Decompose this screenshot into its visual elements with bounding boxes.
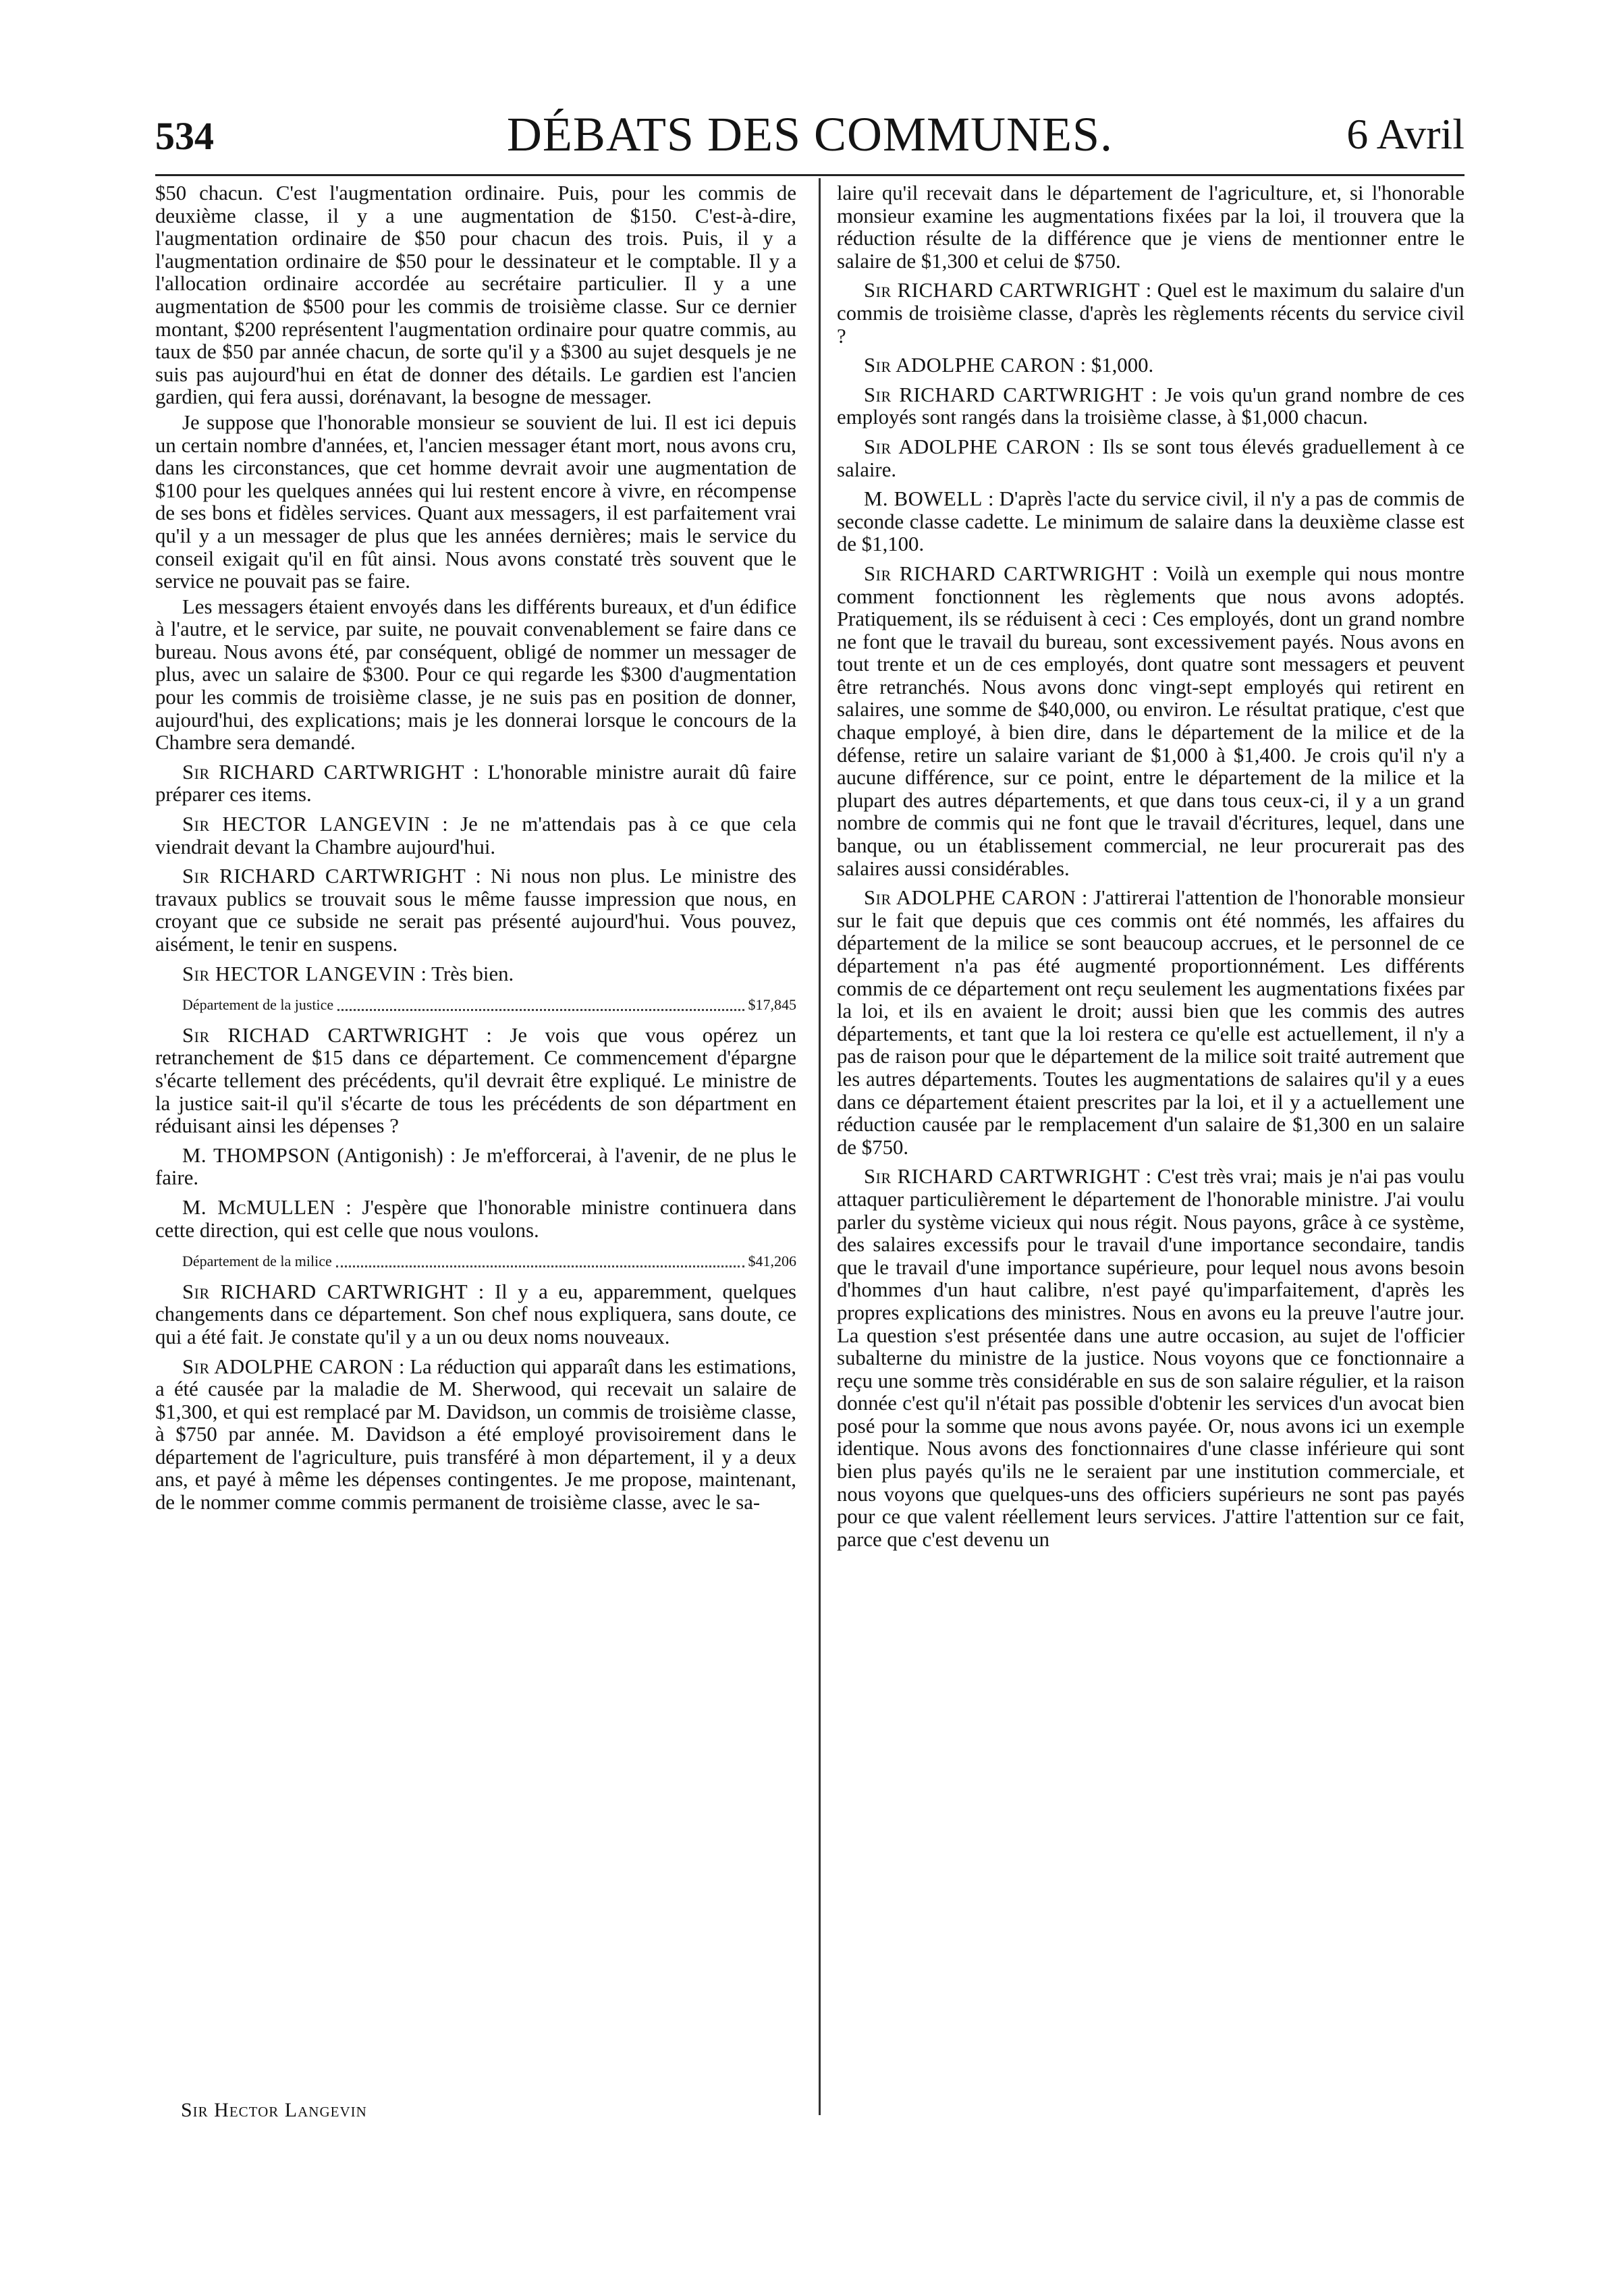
speech-paragraph bbox=[837, 887, 1465, 1159]
speaker-name: Sir ADOLPHE CARON bbox=[864, 435, 1081, 458]
speaker-name: Sir RICHARD CARTWRIGHT bbox=[864, 279, 1141, 302]
speech-paragraph bbox=[155, 1197, 796, 1242]
speaker-name: Sir ADOLPHE CARON bbox=[182, 1355, 394, 1378]
estimate-amount: $17,845 bbox=[748, 996, 796, 1014]
paragraph-text: : Il y a eu, apparemment, quelques changements dans ce département. Son chef nous expliquera, sans doute, ce qui a été fait. Je constate qu'il y a un ou deux noms nouveaux. bbox=[155, 1280, 796, 1348]
speech-paragraph bbox=[837, 436, 1465, 481]
paragraph-text: : C'est très vrai; mais je n'ai pas voulu attaquer particulièrement le département de l'honorable ministre. J'ai voulu parler du système vicieux qui nous régit. Nous payons, grâce à ce système, des salaires excessifs pour le travail d'une importance secondaire, tandis que le travail d'une importance supérieure, pour lequel nous avons besoin d'hommes d'un haut calibre, n'est payé qu'imparfaitement, d'après les propres explications des ministres. Nous en avons eu la preuve l'autre jour. La question s'est présentée dans une autre occasion, au sujet de l'officier subalterne du ministre de la justice. Nous voyons que ce fonctionnaire a reçu une somme très considérable en sus de son salaire régulier, et la raison donnée c'est qu'il n'était pas possible d'obtenir les services d'un avocat bien posé pour la somme que nous avons payée. Or, nous avons ici un exemple identique. Nous avons des fonctionnaires d'une classe inférieure qui sont bien plus payés qu'ils ne le seraient par une institution commerciale, et nous voyons que quelques-uns des officiers supérieurs ne sont pas payés pour ce que valent réellement leurs services. J'attire l'attention sur ce fait, parce que c'est devenu un bbox=[837, 1165, 1465, 1551]
estimate-item bbox=[182, 993, 796, 1016]
speaker-name: M. BOWELL bbox=[864, 487, 983, 511]
estimate-label: Département de la milice bbox=[182, 1253, 332, 1270]
page-date: 6 Avril bbox=[1346, 110, 1465, 158]
speech-paragraph bbox=[837, 1166, 1465, 1551]
left-column bbox=[155, 182, 796, 1517]
speaker-name: Sir HECTOR LANGEVIN bbox=[182, 813, 430, 836]
paragraph-text: : Je vois que vous opérez un retranchement de $15 dans ce département. Ce commencement d'épargne s'écarte tellement des précédents, qu'il devrait être expliqué. Le ministre de la justice sait-il qu'il s'écarte de tous les précédents de son départment en réduisant ainsi les dépenses ? bbox=[155, 1023, 796, 1138]
speech-paragraph bbox=[837, 279, 1465, 348]
paragraph-text: : Très bien. bbox=[415, 962, 514, 985]
page-title: DÉBATS DES COMMUNES. bbox=[506, 107, 1114, 161]
text-paragraph bbox=[155, 596, 796, 755]
speech-paragraph bbox=[155, 813, 796, 858]
speech-paragraph bbox=[155, 761, 796, 807]
leader-dots bbox=[337, 993, 744, 1011]
paragraph-text: laire qu'il recevait dans le département de l'agriculture, et, si l'honorable monsieur examine les augmentations fixées par la loi, il trouvera que la réduction résulte de la différence que je viens de mentionner entre le salaire de $1,300 et celui de $750. bbox=[837, 182, 1465, 273]
paragraph-text: : La réduction qui apparaît dans les estimations, a été causée par la maladie de M. Sherwood, qui recevait un salaire de $1,300, et qui est remplacé par M. Davidson, un commis de troisième classe, à $750 par année. M. Davidson a été employé provisoirement dans le département de l'agriculture, puis transféré à mon département, il y a deux ans, et payé à même les dépenses contingentes. Je me propose, maintenant, de le nommer comme commis permanent de troisième classe, avec le sa- bbox=[155, 1355, 796, 1514]
speaker-name: M. THOMPSON bbox=[182, 1143, 331, 1167]
page-header bbox=[155, 101, 1465, 162]
speech-paragraph bbox=[155, 1281, 796, 1349]
paragraph-text: : Voilà un exemple qui nous montre comment fonctionnent les règlements que nous avons adoptés. Pratiquement, ils se réduisent à ceci : Ces employés, dont un grand nombre ne font que le travail du bureau, sont excessivement payés. Nous avons en tout trente et un de ces employés, dont quatre sont messagers et peuvent être retranchés. Nous avons donc vingt-sept employés qui retirent en salaires, une somme de $40,000, ou environ. Le résultat pratique, c'est que chaque employé, à bien dire, dans le département de la milice et de la défense, retire un salaire variant de $1,000 à $1,400. Je crois qu'il n'y a aucune différence, sur ce point, entre le département de la milice et la plupart des autres départements, et que dans tous ceux-ci, il y a un grand nombre de commis qui ne font que le travail d'écritures, lequel, dans une banque, ou un établissement commercial, ne leur procurerait pas des salaires aussi considérables. bbox=[837, 562, 1465, 880]
estimate-item bbox=[182, 1250, 796, 1273]
speech-paragraph bbox=[155, 1024, 796, 1138]
speaker-name: Sir RICHARD CARTWRIGHT bbox=[182, 760, 465, 784]
speaker-name: Sir ADOLPHE CARON bbox=[864, 886, 1076, 910]
speech-paragraph bbox=[155, 1145, 796, 1190]
paragraph-text: : L'honorable ministre aurait dû faire préparer ces items. bbox=[155, 760, 796, 807]
speaker-name: Sir RICHARD CARTWRIGHT bbox=[182, 1280, 468, 1303]
right-column bbox=[837, 182, 1465, 1554]
speech-paragraph bbox=[837, 563, 1465, 880]
paragraph-text: : D'après l'acte du service civil, il n'y a pas de commis de seconde classe cadette. Le minimum de salaire dans la deuxième classe est de $1,100. bbox=[837, 487, 1465, 556]
speaker-name: Sir HECTOR LANGEVIN bbox=[182, 962, 416, 985]
speech-paragraph bbox=[837, 488, 1465, 556]
speaker-name: Sir ADOLPHE CARON bbox=[864, 354, 1075, 377]
paragraph-text: : Ils se sont tous élevés graduellement à ce salaire. bbox=[837, 435, 1465, 481]
speaker-name: Sir RICHARD CARTWRIGHT bbox=[864, 562, 1145, 585]
paragraph-text: : J'espère que l'honorable ministre continuera dans cette direction, qui est celle que nous voulons. bbox=[155, 1195, 797, 1242]
speech-paragraph bbox=[155, 963, 796, 986]
speech-paragraph bbox=[155, 865, 796, 956]
text-paragraph bbox=[155, 182, 796, 409]
speaker-name: Sir RICHARD CARTWRIGHT bbox=[864, 383, 1144, 406]
paragraph-text: Les messagers étaient envoyés dans les différents bureaux, et d'un édifice à l'autre, et le service, par suite, ne pouvait convenablement se faire dans ce bureau. Nous avons été, par conséquent, obligé de nommer un messager de plus, avec un salaire de $300. Pour ce qui regarde les $300 d'augmentation pour les commis de troisième classe, je ne suis pas en position de donner, aujourd'hui, des explications; mais je les donnerai lorsque le concours de la Chambre sera demandé. bbox=[155, 595, 796, 755]
speech-paragraph bbox=[837, 384, 1465, 429]
speech-paragraph bbox=[155, 1356, 796, 1514]
estimate-amount: $41,206 bbox=[748, 1253, 796, 1270]
header-rule bbox=[155, 174, 1465, 176]
paragraph-text: : Quel est le maximum du salaire d'un commis de troisième classe, d'après les règlements récents du service civil ? bbox=[837, 279, 1465, 348]
paragraph-text: : Je ne m'attendais pas à ce que cela viendrait devant la Chambre aujourd'hui. bbox=[155, 813, 796, 858]
column-divider bbox=[819, 178, 821, 2115]
text-paragraph bbox=[837, 182, 1465, 273]
paragraph-text: : J'attirerai l'attention de l'honorable monsieur sur le fait que depuis que ces commis ont été nommés, les affaires du département de la milice se sont beaucoup accrues, et le personnel de ce département n'a pas été augmenté proportionnément. Les différents commis de ce département ont reçu seulement les augmentations fixées par la loi, et ils en avaient le droit; aussi bien que les commis des autres départements, et tant que la loi restera ce qu'elle est actuellement, il n'y a pas de raison pour que le département de la milice soit traité autrement que les autres départements. Toutes les augmentations de salaires qu'il y a eues dans ce département étaient prescrites par la loi, et il y a actuellement une réduction causée par le remplacement d'un salaire de $1,300 en un salaire de $750. bbox=[837, 886, 1465, 1159]
paragraph-text: $50 chacun. C'est l'augmentation ordinaire. Puis, pour les commis de deuxième classe, il y a une augmentation de $150. C'est-à-dire, l'augmentation ordinaire de $50 pour chacun des trois. Puis, il y a l'augmentation ordinaire de $50 pour le dessinateur et le comptable. Il y a l'allocation ordinaire accordée au secrétaire particulier. Il y a une augmentation de $500 pour les commis de troisième classe. Sur ce dernier montant, $200 représentent l'augmentation ordinaire pour quatre commis, au taux de $50 par année chacun, de sorte qu'il y a $300 au sujet desquels je ne suis pas aujourd'hui en état de donner des détails. Le gardien est l'ancien gardien, qui fera aussi, dorénavant, la besogne de messager. bbox=[155, 182, 796, 409]
leader-dots bbox=[336, 1250, 744, 1267]
speaker-name: Sir RICHARD CARTWRIGHT bbox=[864, 1165, 1141, 1188]
text-paragraph bbox=[155, 412, 796, 593]
paragraph-text: : Je vois qu'un grand nombre de ces employés sont rangés dans la troisième classe, à $1,000 chacun. bbox=[837, 383, 1465, 429]
page-number: 534 bbox=[155, 114, 214, 158]
estimate-label: Département de la justice bbox=[182, 996, 334, 1014]
speech-paragraph bbox=[837, 354, 1465, 377]
footer-signature: Sir Hector Langevin bbox=[181, 2099, 367, 2121]
paragraph-text: Je suppose que l'honorable monsieur se souvient de lui. Il est ici depuis un certain nombre d'années, et, l'ancien messager étant mort, nous avons cru, dans les circonstances, que cet homme devrait avoir une augmentation de $100 pour les quelques années qui lui restent encore à vivre, en récompense de ses bons et fidèles services. Quant aux messagers, il est parfaitement vrai qu'il y a un messager de plus que les années dernières; mais le service du conseil exigait qu'il en fût ainsi. Nous avons constaté très souvent que le service ne pouvait pas se faire. bbox=[155, 410, 796, 593]
speaker-name: Sir RICHAD CARTWRIGHT bbox=[182, 1023, 468, 1047]
paragraph-text: : $1,000. bbox=[1074, 354, 1154, 377]
paragraph-text: (Antigonish) : Je m'efforcerai, à l'avenir, de ne plus le faire. bbox=[155, 1143, 796, 1190]
speaker-name: Sir RICHARD CARTWRIGHT bbox=[182, 865, 466, 888]
speaker-name: M. McMULLEN bbox=[182, 1195, 335, 1219]
paragraph-text: : Ni nous non plus. Le ministre des travaux publics se trouvait sous le même fausse impression que nous, en croyant que ce subside ne serait pas présenté aujourd'hui. Vous pouvez, aisément, le tenir en suspens. bbox=[155, 865, 796, 956]
